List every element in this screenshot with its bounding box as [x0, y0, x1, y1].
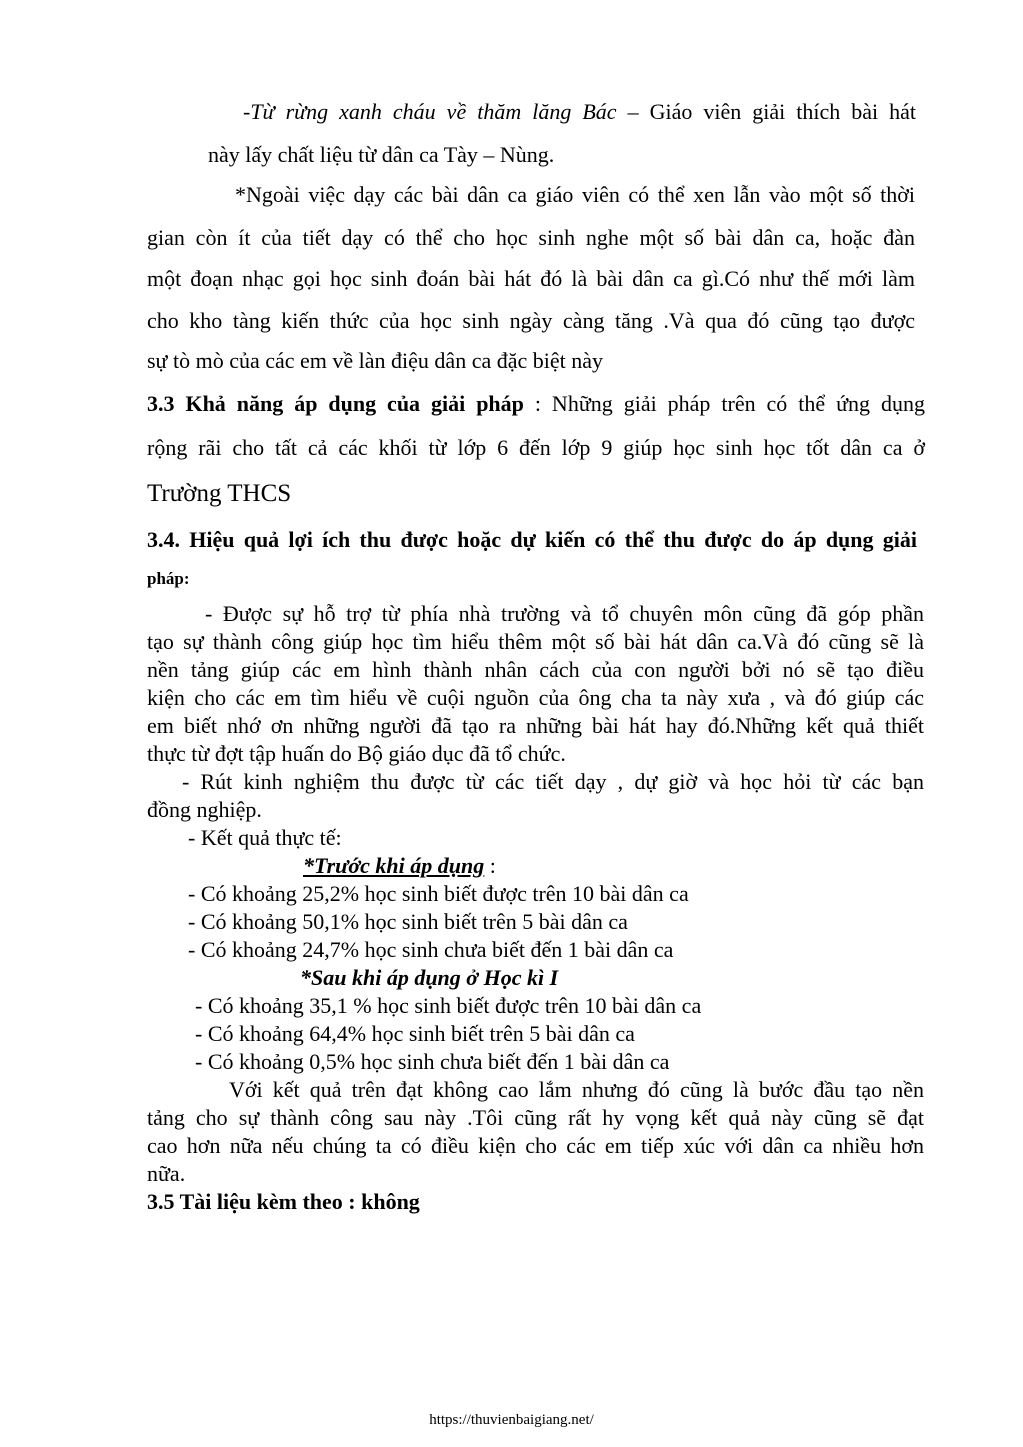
para-1-line: em biết nhớ ơn những người đã tạo ra những bài hát hay đó.Những kết quả thiết [147, 713, 924, 738]
extra-para-line: một đoạn nhạc gọi học sinh đoán bài hát đó là bài dân ca gì.Có như thế mới làm [147, 266, 915, 291]
section-33-line: Trường THCS [147, 480, 292, 507]
para-1-line: tạo sự thành công giúp học tìm hiểu thêm một số bài hát dân ca.Và đó cũng sẽ là [147, 629, 924, 654]
section-33-line: rộng rãi cho tất cả các khối từ lớp 6 đến lớp 9 giúp học sinh học tốt dân ca ở [147, 435, 925, 460]
after-item: - Có khoảng 0,5% học sinh chưa biết đến 1 bài dân ca [195, 1049, 670, 1074]
conclusion-line: Với kết quả trên đạt không cao lắm nhưng đó cũng là bước đầu tạo nền [229, 1077, 924, 1102]
footer-url[interactable]: https://thuvienbaigiang.net/ [429, 1412, 594, 1428]
conclusion-line: nữa. [147, 1161, 186, 1186]
after-item: - Có khoảng 35,1 % học sinh biết được trên 10 bài dân ca [195, 993, 702, 1018]
para-1-line: - Được sự hỗ trợ từ phía nhà trường và tổ chuyên môn cũng đã góp phần [205, 601, 924, 626]
song-line-cont: này lấy chất liệu từ dân ca Tày – Nùng. [208, 142, 555, 167]
section-33-heading: 3.3 Khả năng áp dụng của giải pháp [147, 391, 524, 416]
conclusion-line: tảng cho sự thành công sau này .Tôi cũng rất hy vọng kết quả này cũng sẽ đạt [147, 1105, 924, 1130]
section-34-heading-cont: pháp: [147, 569, 190, 588]
after-item: - Có khoảng 64,4% học sinh biết trên 5 bài dân ca [195, 1021, 635, 1046]
song-line [243, 99, 916, 125]
para-2-line: đồng nghiệp. [147, 797, 262, 822]
conclusion-line: cao hơn nữa nếu chúng ta có điều kiện cho các em tiếp xúc với dân ca nhiều hơn [147, 1133, 924, 1158]
results-label: - Kết quả thực tế: [188, 825, 342, 850]
section-33-line [147, 391, 925, 417]
before-item: - Có khoảng 50,1% học sinh biết trên 5 bài dân ca [188, 909, 628, 934]
before-item: - Có khoảng 24,7% học sinh chưa biết đến 1 bài dân ca [188, 937, 674, 962]
extra-para-line: *Ngoài việc dạy các bài dân ca giáo viên có thể xen lẫn vào một số thời [235, 182, 915, 207]
section-33-text: : Những giải pháp trên có thể ứng dụng [523, 391, 925, 416]
para-1-line: nền tảng giúp các em hình thành nhân cách của con người bởi nó sẽ tạo điều [147, 657, 924, 682]
extra-para-line: sự tò mò của các em về làn điệu dân ca đặc biệt này [147, 348, 604, 373]
song-desc: – Giáo viên giải thích bài hát [616, 99, 916, 124]
para-1-line: thực từ đợt tập huấn do Bộ giáo dục đã tổ chức. [147, 741, 566, 766]
before-label: *Trước khi áp dụng [303, 853, 485, 878]
before-item: - Có khoảng 25,2% học sinh biết được trên 10 bài dân ca [188, 881, 689, 906]
section-35-heading: 3.5 Tài liệu kèm theo : không [147, 1189, 420, 1214]
extra-para-line: cho kho tàng kiến thức của học sinh ngày càng tăng .Và qua đó cũng tạo được [147, 308, 915, 333]
para-2-line: - Rút kinh nghiệm thu được từ các tiết dạy , dự giờ và học hỏi từ các bạn [182, 769, 924, 794]
after-label: *Sau khi áp dụng ở Học kì I [300, 965, 559, 990]
before-colon: : [484, 853, 496, 878]
song-title: -Từ rừng xanh cháu về thăm lăng Bác [243, 99, 617, 124]
section-34-heading: 3.4. Hiệu quả lợi ích thu được hoặc dự kiến có thể thu được do áp dụng giải [147, 527, 917, 552]
extra-para-line: gian còn ít của tiết dạy có thể cho học sinh nghe một số bài dân ca, hoặc đàn [147, 225, 915, 250]
para-1-line: kiện cho các em tìm hiểu về cuội nguồn của ông cha ta này xưa , và đó giúp các [147, 685, 924, 710]
before-heading [303, 855, 496, 877]
